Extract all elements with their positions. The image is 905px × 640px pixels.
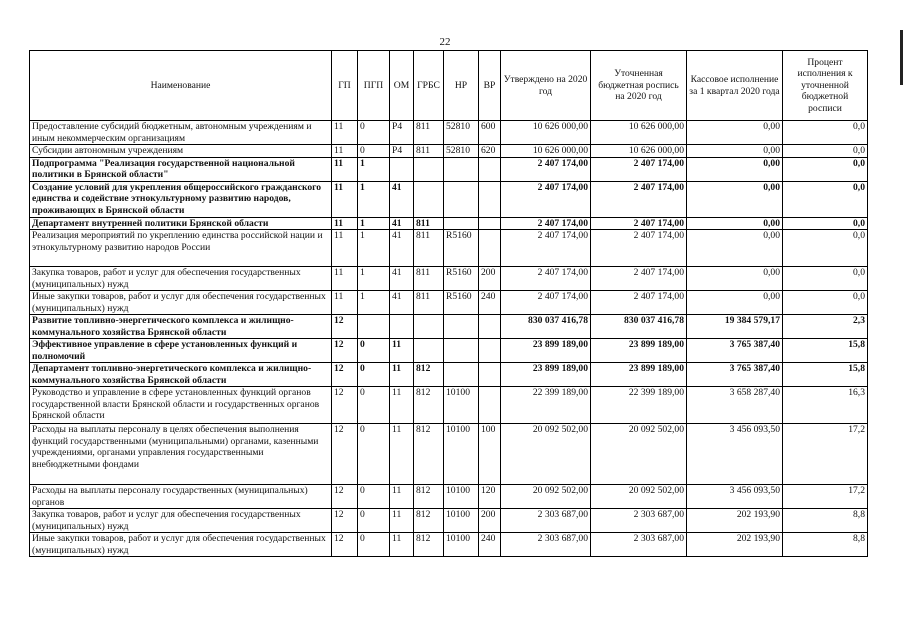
cell-refined: 23 899 189,00: [591, 339, 687, 363]
cell-gp: 11: [332, 217, 358, 230]
cell-vr: [479, 157, 501, 181]
cell-nr: 10100: [444, 387, 479, 424]
cell-vr: 100: [479, 424, 501, 485]
cell-grbs: 811: [414, 291, 444, 315]
cell-om: 11: [390, 533, 414, 557]
table-row: [30, 387, 868, 424]
cell-name: Иные закупки товаров, работ и услуг для обеспечения государственных (муниципальных) нужд: [30, 291, 332, 315]
cell-nr: R5160: [444, 291, 479, 315]
cell-refined: 2 407 174,00: [591, 217, 687, 230]
cell-cash: 0,00: [687, 157, 783, 181]
page-number: 22: [439, 36, 451, 48]
cell-grbs: [414, 339, 444, 363]
budget-table: [29, 50, 868, 557]
cell-gp: 11: [332, 291, 358, 315]
cell-nr: 10100: [444, 485, 479, 509]
cell-name: Руководство и управление в сфере установленных функций органов государственной власти Брянской области и государственных органов Брянской области: [30, 387, 332, 424]
cell-nr: [444, 339, 479, 363]
cell-refined: 20 092 502,00: [591, 424, 687, 485]
cell-om: 41: [390, 217, 414, 230]
cell-vr: 200: [479, 509, 501, 533]
table-row: [30, 267, 868, 291]
cell-pgp: [358, 315, 390, 339]
cell-name: Подпрограмма "Реализация государственной национальной политики в Брянской области": [30, 157, 332, 181]
cell-cash: 202 193,90: [687, 533, 783, 557]
cell-gp: 12: [332, 315, 358, 339]
cell-grbs: 812: [414, 509, 444, 533]
cell-approved: 830 037 416,78: [501, 315, 591, 339]
cell-name: Расходы на выплаты персоналу государственных (муниципальных) органов: [30, 485, 332, 509]
page-edge-mark: [900, 30, 903, 85]
cell-nr: [444, 217, 479, 230]
cell-pgp: 0: [358, 509, 390, 533]
cell-nr: [444, 363, 479, 387]
cell-grbs: [414, 181, 444, 217]
cell-percent: 2,3: [783, 315, 868, 339]
cell-vr: [479, 339, 501, 363]
cell-vr: [479, 315, 501, 339]
cell-om: 41: [390, 230, 414, 267]
cell-cash: 3 765 387,40: [687, 363, 783, 387]
cell-pgp: 0: [358, 121, 390, 145]
table-row: [30, 315, 868, 339]
cell-vr: 200: [479, 267, 501, 291]
cell-om: 11: [390, 424, 414, 485]
cell-approved: 10 626 000,00: [501, 145, 591, 158]
cell-approved: 2 407 174,00: [501, 230, 591, 267]
cell-percent: 8,8: [783, 509, 868, 533]
cell-nr: 52810: [444, 121, 479, 145]
cell-om: 11: [390, 485, 414, 509]
cell-pgp: 0: [358, 145, 390, 158]
cell-pgp: 1: [358, 157, 390, 181]
cell-cash: 202 193,90: [687, 509, 783, 533]
header-row: [30, 51, 868, 121]
cell-gp: 12: [332, 363, 358, 387]
cell-approved: 2 407 174,00: [501, 181, 591, 217]
cell-grbs: 811: [414, 217, 444, 230]
cell-gp: 12: [332, 509, 358, 533]
cell-pgp: 1: [358, 291, 390, 315]
cell-vr: 600: [479, 121, 501, 145]
table-row: [30, 157, 868, 181]
table-row: [30, 509, 868, 533]
header-nr: НР: [444, 51, 479, 121]
cell-approved: 23 899 189,00: [501, 363, 591, 387]
cell-refined: 2 303 687,00: [591, 509, 687, 533]
cell-gp: 11: [332, 267, 358, 291]
cell-refined: 2 303 687,00: [591, 533, 687, 557]
cell-om: 11: [390, 363, 414, 387]
cell-grbs: 811: [414, 121, 444, 145]
cell-pgp: 0: [358, 339, 390, 363]
cell-grbs: 812: [414, 387, 444, 424]
cell-cash: 0,00: [687, 121, 783, 145]
cell-grbs: 812: [414, 363, 444, 387]
cell-gp: 11: [332, 145, 358, 158]
cell-pgp: 0: [358, 533, 390, 557]
cell-gp: 12: [332, 424, 358, 485]
cell-percent: 0,0: [783, 121, 868, 145]
cell-grbs: 812: [414, 424, 444, 485]
table-row: [30, 339, 868, 363]
cell-refined: 2 407 174,00: [591, 230, 687, 267]
cell-cash: 0,00: [687, 145, 783, 158]
cell-pgp: 0: [358, 363, 390, 387]
cell-grbs: 811: [414, 145, 444, 158]
cell-nr: [444, 315, 479, 339]
cell-name: Департамент внутренней политики Брянской области: [30, 217, 332, 230]
cell-om: 41: [390, 291, 414, 315]
cell-approved: 2 407 174,00: [501, 267, 591, 291]
table-row: [30, 291, 868, 315]
cell-name: Департамент топливно-энергетического комплекса и жилищно-коммунального хозяйства Брянской области: [30, 363, 332, 387]
cell-vr: [479, 230, 501, 267]
cell-gp: 12: [332, 485, 358, 509]
cell-vr: 240: [479, 533, 501, 557]
cell-om: 11: [390, 339, 414, 363]
cell-gp: 11: [332, 157, 358, 181]
table-row: [30, 363, 868, 387]
cell-approved: 20 092 502,00: [501, 485, 591, 509]
cell-percent: 0,0: [783, 291, 868, 315]
table-row: [30, 217, 868, 230]
cell-percent: 17,2: [783, 485, 868, 509]
cell-nr: [444, 181, 479, 217]
cell-pgp: 0: [358, 485, 390, 509]
cell-percent: 8,8: [783, 533, 868, 557]
cell-name: Субсидии автономным учреждениям: [30, 145, 332, 158]
header-name: Наименование: [30, 51, 332, 121]
cell-nr: 10100: [444, 533, 479, 557]
table-row: [30, 424, 868, 485]
cell-percent: 17,2: [783, 424, 868, 485]
cell-refined: 23 899 189,00: [591, 363, 687, 387]
header-cash: Кассовое исполнение за 1 квартал 2020 года: [687, 51, 783, 121]
table-row: [30, 181, 868, 217]
cell-approved: 2 407 174,00: [501, 217, 591, 230]
cell-vr: [479, 181, 501, 217]
cell-gp: 12: [332, 387, 358, 424]
cell-name: Закупка товаров, работ и услуг для обеспечения государственных (муниципальных) нужд: [30, 267, 332, 291]
cell-approved: 2 407 174,00: [501, 291, 591, 315]
cell-cash: 0,00: [687, 230, 783, 267]
cell-percent: 0,0: [783, 217, 868, 230]
table-row: [30, 230, 868, 267]
cell-refined: 10 626 000,00: [591, 121, 687, 145]
header-om: ОМ: [390, 51, 414, 121]
cell-percent: 15,8: [783, 363, 868, 387]
cell-name: Создание условий для укрепления общероссийского гражданского единства и содействие этнокультурному развитию народов, проживающих в Брянской области: [30, 181, 332, 217]
header-grbs: ГРБС: [414, 51, 444, 121]
cell-vr: 620: [479, 145, 501, 158]
cell-nr: R5160: [444, 230, 479, 267]
table-row: [30, 485, 868, 509]
cell-name: Закупка товаров, работ и услуг для обеспечения государственных (муниципальных) нужд: [30, 509, 332, 533]
cell-refined: 20 092 502,00: [591, 485, 687, 509]
cell-cash: 0,00: [687, 267, 783, 291]
cell-refined: 2 407 174,00: [591, 157, 687, 181]
cell-vr: 240: [479, 291, 501, 315]
cell-om: [390, 315, 414, 339]
cell-cash: 3 456 093,50: [687, 424, 783, 485]
header-percent: Процент исполнения к уточненной бюджетной росписи: [783, 51, 868, 121]
cell-gp: 11: [332, 230, 358, 267]
cell-gp: 11: [332, 121, 358, 145]
cell-cash: 0,00: [687, 291, 783, 315]
cell-name: Реализация мероприятий по укреплению единства российской нации и этнокультурному развитию народов России: [30, 230, 332, 267]
cell-gp: 12: [332, 533, 358, 557]
header-pgp: ПГП: [358, 51, 390, 121]
cell-approved: 2 303 687,00: [501, 533, 591, 557]
cell-refined: 22 399 189,00: [591, 387, 687, 424]
cell-approved: 2 407 174,00: [501, 157, 591, 181]
header-approved: Утверждено на 2020 год: [501, 51, 591, 121]
cell-cash: 3 658 287,40: [687, 387, 783, 424]
cell-nr: 10100: [444, 424, 479, 485]
cell-gp: 11: [332, 181, 358, 217]
cell-om: Р4: [390, 145, 414, 158]
cell-om: 41: [390, 181, 414, 217]
cell-grbs: 812: [414, 533, 444, 557]
cell-percent: 0,0: [783, 145, 868, 158]
cell-gp: 12: [332, 339, 358, 363]
cell-percent: 0,0: [783, 181, 868, 217]
cell-refined: 830 037 416,78: [591, 315, 687, 339]
cell-om: [390, 157, 414, 181]
cell-cash: 0,00: [687, 217, 783, 230]
cell-pgp: 1: [358, 267, 390, 291]
cell-approved: 2 303 687,00: [501, 509, 591, 533]
cell-approved: 10 626 000,00: [501, 121, 591, 145]
cell-pgp: 0: [358, 424, 390, 485]
cell-nr: 52810: [444, 145, 479, 158]
cell-percent: 0,0: [783, 157, 868, 181]
cell-grbs: 811: [414, 267, 444, 291]
cell-percent: 16,3: [783, 387, 868, 424]
cell-cash: 0,00: [687, 181, 783, 217]
cell-cash: 3 456 093,50: [687, 485, 783, 509]
cell-grbs: 811: [414, 230, 444, 267]
cell-name: Расходы на выплаты персоналу в целях обеспечения выполнения функций государственными (муниципальными) органами, казенными учреждениями, органами управления государственными внебюджетными фондами: [30, 424, 332, 485]
cell-refined: 10 626 000,00: [591, 145, 687, 158]
cell-refined: 2 407 174,00: [591, 181, 687, 217]
table-row: [30, 145, 868, 158]
cell-nr: [444, 157, 479, 181]
cell-percent: 0,0: [783, 267, 868, 291]
cell-name: Развитие топливно-энергетического комплекса и жилищно-коммунального хозяйства Брянской области: [30, 315, 332, 339]
cell-vr: [479, 217, 501, 230]
table-row: [30, 533, 868, 557]
cell-om: Р4: [390, 121, 414, 145]
cell-om: 11: [390, 509, 414, 533]
cell-pgp: 1: [358, 181, 390, 217]
cell-refined: 2 407 174,00: [591, 291, 687, 315]
cell-grbs: [414, 157, 444, 181]
cell-cash: 3 765 387,40: [687, 339, 783, 363]
table-row: [30, 121, 868, 145]
cell-percent: 0,0: [783, 230, 868, 267]
cell-name: Предоставление субсидий бюджетным, автономным учреждениям и иным некоммерческим организациям: [30, 121, 332, 145]
cell-cash: 19 384 579,17: [687, 315, 783, 339]
cell-pgp: 0: [358, 387, 390, 424]
cell-vr: 120: [479, 485, 501, 509]
header-vr: ВР: [479, 51, 501, 121]
cell-percent: 15,8: [783, 339, 868, 363]
cell-refined: 2 407 174,00: [591, 267, 687, 291]
cell-vr: [479, 387, 501, 424]
cell-om: 41: [390, 267, 414, 291]
header-refined: Уточненная бюджетная роспись на 2020 год: [591, 51, 687, 121]
cell-approved: 22 399 189,00: [501, 387, 591, 424]
header-gp: ГП: [332, 51, 358, 121]
cell-grbs: 812: [414, 485, 444, 509]
cell-name: Эффективное управление в сфере установленных функций и полномочий: [30, 339, 332, 363]
cell-pgp: 1: [358, 230, 390, 267]
cell-grbs: [414, 315, 444, 339]
cell-nr: R5160: [444, 267, 479, 291]
cell-vr: [479, 363, 501, 387]
cell-name: Иные закупки товаров, работ и услуг для обеспечения государственных (муниципальных) нужд: [30, 533, 332, 557]
cell-approved: 20 092 502,00: [501, 424, 591, 485]
cell-om: 11: [390, 387, 414, 424]
cell-pgp: 1: [358, 217, 390, 230]
cell-approved: 23 899 189,00: [501, 339, 591, 363]
cell-nr: 10100: [444, 509, 479, 533]
